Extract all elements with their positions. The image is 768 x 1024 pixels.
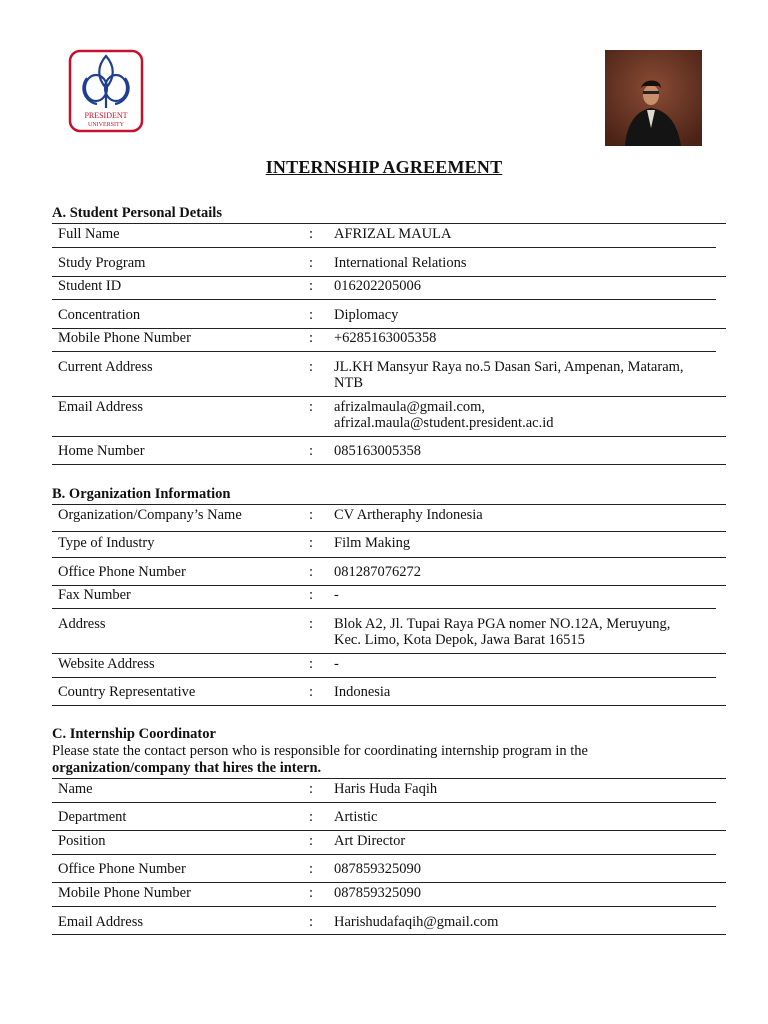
colon: : [309,616,314,632]
field-value: +6285163005358 [334,330,437,346]
divider [52,608,716,609]
field-label: Department [58,809,127,825]
field-value-line: afrizal.maula@student.president.ac.id [334,415,554,431]
field-label: Email Address [58,399,143,415]
colon: : [309,656,314,672]
divider [52,247,716,248]
field-value: International Relations [334,255,467,271]
field-value: Harishudafaqih@gmail.com [334,914,499,930]
divider [52,557,726,558]
field-value-line: Kec. Limo, Kota Depok, Jawa Barat 16515 [334,632,585,648]
field-label: Fax Number [58,587,131,603]
colon: : [309,535,314,551]
colon: : [309,507,314,523]
instructions-line: Please state the contact person who is responsible for coordinating internship program in the [52,743,588,759]
president-university-logo [67,48,145,134]
colon: : [309,781,314,797]
document-title: INTERNSHIP AGREEMENT [265,157,503,177]
colon: : [309,587,314,603]
field-value: AFRIZAL MAULA [334,226,452,242]
colon: : [309,809,314,825]
divider [52,778,726,779]
logo-text-line2: UNIVERSITY [88,122,124,128]
field-value-line: afrizalmaula@gmail.com, [334,399,486,415]
field-value: Artistic [334,809,378,825]
divider [52,882,726,883]
section-c-title: C. Internship Coordinator [52,726,216,742]
field-label: Study Program [58,255,146,271]
colon: : [309,399,314,415]
divider [52,934,726,935]
field-label: Office Phone Number [58,564,186,580]
student-photo [605,50,702,146]
divider [52,396,726,397]
divider [52,531,726,532]
field-value: 081287076272 [334,564,421,580]
colon: : [309,443,314,459]
section-a-title: A. Student Personal Details [52,205,222,221]
field-value: Diplomacy [334,307,399,323]
field-value: Indonesia [334,684,391,700]
section-b-title: B. Organization Information [52,486,231,502]
field-label: Student ID [58,278,122,294]
colon: : [309,278,314,294]
field-value-line: JL.KH Mansyur Raya no.5 Dasan Sari, Ampenan, Mataram, [334,359,684,375]
field-label: Current Address [58,359,153,375]
field-value: - [334,656,339,672]
field-label: Position [58,833,106,849]
logo-text-line1: PRESIDENT [84,111,128,120]
colon: : [309,330,314,346]
divider [52,854,716,855]
field-value: 087859325090 [334,885,421,901]
divider [52,830,726,831]
field-value: CV Artheraphy Indonesia [334,507,483,523]
field-value [334,359,714,391]
field-value: 016202205006 [334,278,421,294]
field-value: Film Making [334,535,411,551]
field-label: Mobile Phone Number [58,330,191,346]
field-value-line: Blok A2, Jl. Tupai Raya PGA nomer NO.12A, Meruyung, [334,616,671,632]
colon: : [309,914,314,930]
section-c-instructions [52,743,588,777]
colon: : [309,359,314,375]
divider [52,504,726,505]
divider [52,677,716,678]
field-value: 085163005358 [334,443,421,459]
field-value: Art Director [334,833,406,849]
field-label: Mobile Phone Number [58,885,191,901]
field-label: Country Representative [58,684,196,700]
divider [52,464,726,465]
instructions-line-bold: organization/company that hires the intern. [52,760,322,776]
divider [52,299,716,300]
field-value-line: NTB [334,375,363,391]
colon: : [309,684,314,700]
field-value: - [334,587,339,603]
field-label: Concentration [58,307,141,323]
colon: : [309,307,314,323]
field-label: Office Phone Number [58,861,186,877]
divider [52,328,726,329]
divider [52,653,726,654]
colon: : [309,226,314,242]
divider [52,436,726,437]
field-label: Email Address [58,914,143,930]
divider [52,223,726,224]
field-value: Haris Huda Faqih [334,781,438,797]
field-label: Home Number [58,443,145,459]
field-label: Address [58,616,106,632]
field-label: Full Name [58,226,120,242]
divider [52,276,726,277]
field-value [334,399,714,431]
field-label: Organization/Company’s Name [58,507,242,523]
colon: : [309,885,314,901]
field-label: Website Address [58,656,155,672]
colon: : [309,861,314,877]
field-value [334,616,714,648]
field-label: Name [58,781,93,797]
divider [52,351,716,352]
field-label: Type of Industry [58,535,155,551]
divider [52,585,726,586]
divider [52,802,716,803]
field-value: 087859325090 [334,861,421,877]
divider [52,906,716,907]
colon: : [309,564,314,580]
colon: : [309,255,314,271]
colon: : [309,833,314,849]
divider [52,705,726,706]
